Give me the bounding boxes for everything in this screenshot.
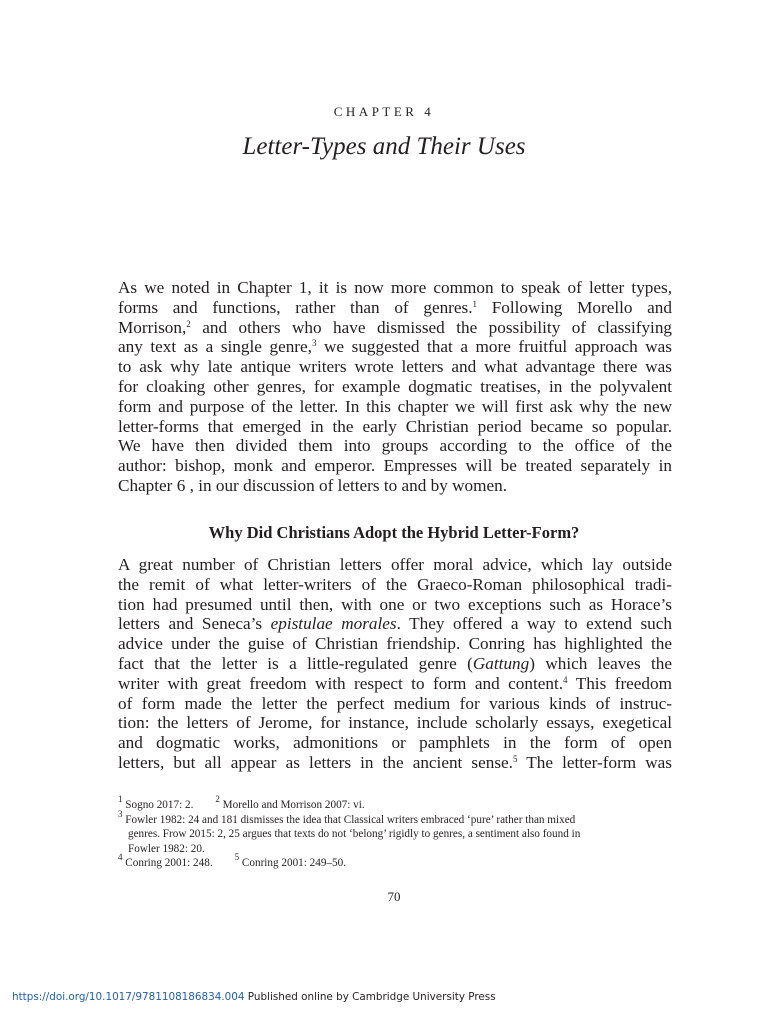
- footnote-ref[interactable]: 3: [311, 338, 317, 349]
- italic-title: epistulae morales: [270, 614, 397, 634]
- text-line: A great number of Christian letters offer moral advice, which lay outside: [118, 555, 672, 574]
- intro-paragraph: [118, 278, 672, 496]
- text-line: tion: the letters of Jerome, for instance, include scholarly essays, exegetical: [118, 713, 672, 733]
- footnote-ref[interactable]: 2: [186, 318, 191, 329]
- body-paragraph: [118, 555, 672, 773]
- text-line: fact that the letter is a little-regulated genre (Gattung) which leaves the: [118, 653, 672, 673]
- text-line: letters, but all appear as letters in the ancient sense.$^5$ The letter-form was: [118, 752, 672, 772]
- section-heading: Why Did Christians Adopt the Hybrid Letter-Form?: [208, 523, 580, 542]
- text-line: author: bishop, monk and emperor. Empresses will be treated separately in: [118, 456, 672, 476]
- chapter-title: Letter-Types and Their Uses: [242, 133, 526, 160]
- text-line: letters and Seneca’s epistulae morales. They offered a way to extend such: [118, 614, 672, 634]
- text-line: tion had presumed until then, with one or two exceptions such as Horace’s: [118, 594, 672, 614]
- text-line: form and purpose of the letter. In this chapter we will first ask why the new: [118, 396, 672, 416]
- text-line: any text as a single genre,$^3$ we suggested that a more fruitful approach was: [118, 337, 672, 357]
- footnotes: [118, 794, 672, 871]
- text-line: As we noted in Chapter 1, it is now more common to speak of letter types,: [118, 278, 672, 297]
- text-line: writer with great freedom with respect to form and content.$^4$ This freedom: [118, 673, 672, 693]
- text-line: for cloaking other genres, for example dogmatic treatises, in the polyvalent: [118, 376, 672, 396]
- footnote-line: $^1$ Sogno 2017: 2. $^2$ Morello and Morrison 2007: vi.: [118, 794, 365, 811]
- footnote-line: genres. Frow 2015: 2, 25 argues that texts do not ‘belong’ rigidly to genres, a sentiment also found in: [128, 828, 581, 841]
- text-line: to ask why late antique writers wrote letters and what advantage there was: [118, 357, 672, 377]
- text-line: of form made the letter the perfect medium for various kinds of instruc-: [118, 693, 672, 713]
- page-number: 70: [387, 889, 401, 904]
- footnote-ref[interactable]: 5: [512, 753, 518, 764]
- chapter-label: CHAPTER 4: [333, 104, 435, 119]
- text-line: forms and functions, rather than of genres.$^1$ Following Morello and: [118, 297, 672, 317]
- footer-doi-line: [12, 991, 496, 1003]
- published-notice: Published online by Cambridge University Press: [247, 991, 496, 1003]
- footnote-line: Fowler 1982: 20.: [128, 842, 205, 855]
- text-line: Morrison,$^2$ and others who have dismissed the possibility of classifying: [118, 317, 673, 337]
- text-line: Chapter 6 , in our discussion of letters to and by women.: [118, 475, 508, 495]
- footnote-ref[interactable]: 1: [472, 298, 478, 309]
- footnote-line: $^4$ Conring 2001: 248. $^5$ Conring 2001: 249–50.: [118, 852, 347, 870]
- text-line: advice under the guise of Christian friendship. Conring has highlighted the: [118, 634, 672, 654]
- italic-term: Gattung: [472, 653, 530, 673]
- text-line: the remit of what letter-writers of the Graeco-Roman philosophical tradi-: [118, 574, 672, 594]
- text-line: letter-forms that emerged in the early Christian period became so popular.: [118, 416, 672, 436]
- footnote-ref[interactable]: 4: [563, 674, 568, 685]
- text-line: We have then divided them into groups according to the office of the: [118, 436, 672, 456]
- text-line: and dogmatic works, admonitions or pamphlets in the form of open: [118, 733, 672, 753]
- footnote-line: $^3$ Fowler 1982: 24 and 181 dismisses the idea that Classical writers embraced ‘pure’ rather than mixed: [118, 808, 576, 826]
- doi-link[interactable]: https://doi.org/10.1017/9781108186834.004: [12, 991, 245, 1003]
